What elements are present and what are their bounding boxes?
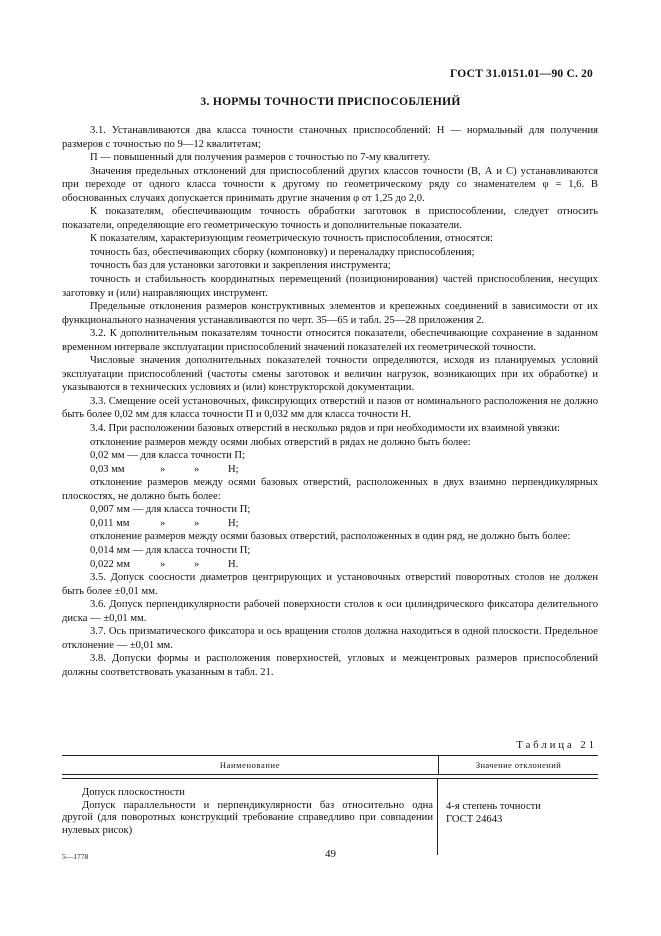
accuracy-class: Н; (228, 517, 239, 529)
table-caption: Таблица 21 (516, 740, 597, 751)
paragraph: отклонение размеров между осями базовых отверстий, расположенных в двух взаимно перпендикулярных плоскостях, не должно быть более: (62, 477, 598, 502)
paragraph: отклонение размеров между осями любых отверстий в рядах не должно быть более: (90, 436, 471, 448)
paragraph: точность баз для установки заготовки и закрепления инструмента; (90, 260, 391, 272)
paragraph: Значения предельных отклонений для приспособлений других классов точности (В, А и С) устанавливаются при переходе от одного класса точности к другому по геометрическому ряду со знаменателем φ = 1,6. В обоснованных случаях допускается принимать другие значения φ от 1,25 до 2,0. (62, 165, 598, 204)
paragraph: Числовые значения дополнительных показателей точности определяются, исходя из планируемых условий эксплуатации приспособлений (частоты смены заготовок и величин нагрузок, возникающих при их обработке) и указываются в технических условиях и (или) конструкторской документации. (62, 355, 598, 394)
paragraph: 3.1. Устанавливаются два класса точности станочных приспособлений: Н — нормальный для получения размеров с точностью по 9—12 квалитетам; (62, 125, 598, 150)
row-value: 4-я степень точности (446, 801, 541, 812)
ditto-mark: » (194, 463, 200, 475)
running-header: ГОСТ 31.0151.01—90 С. 20 (450, 68, 593, 80)
tolerance-value: 0,022 мм (90, 558, 130, 570)
row-value: ГОСТ 24643 (446, 813, 503, 825)
paragraph: 3.8. Допуски формы и расположения поверхностей, угловых и межцентровых размеров приспособлений должны соответствовать указанным в табл. 21. (62, 653, 598, 678)
tolerance-row (62, 463, 598, 477)
paragraph: 3.4. При расположении базовых отверстий в несколько рядов и при необходимости их взаимной увязки: (90, 423, 560, 435)
row-name: Допуск плоскостности (82, 787, 185, 798)
accuracy-class: Н; (228, 463, 239, 475)
document-body (62, 124, 598, 679)
table-cell-value (438, 779, 598, 855)
paragraph: точность и стабильность координатных перемещений (позиционирования) частей приспособления, несущих заготовку и (или) направляющих инструмент. (62, 274, 598, 299)
tolerance-value: 0,011 мм (90, 517, 130, 529)
tolerance-row (62, 558, 598, 572)
paragraph: 0,007 мм — для класса точности П; (90, 504, 251, 516)
table-cell-name (62, 779, 438, 855)
paragraph: Предельные отклонения размеров конструктивных элементов и крепежных соединений в зависимости от их функционального назначения устанавливаются по черт. 35—65 и табл. 25—28 приложения 2. (62, 301, 598, 326)
page-number: 49 (325, 848, 336, 860)
ditto-mark: » (160, 463, 166, 475)
paragraph: 3.6. Допуск перпендикулярности рабочей поверхности столов к оси цилиндрического фиксатора делительного диска — ±0,01 мм. (62, 599, 598, 624)
table-row (62, 779, 598, 855)
ditto-mark: » (160, 558, 166, 570)
column-header-value: Значение отклонений (475, 760, 562, 770)
column-header-name: Наименование (62, 756, 439, 774)
print-code: 5—1778 (62, 852, 89, 861)
paragraph: К показателям, обеспечивающим точность обработки заготовок в приспособлении, следует относить показатели, определяющие его геометрическую точность и дополнительные показатели. (62, 206, 598, 231)
tolerance-table (62, 755, 598, 855)
section-title: 3. НОРМЫ ТОЧНОСТИ ПРИСПОСОБЛЕНИЙ (200, 96, 461, 108)
paragraph: 3.5. Допуск соосности диаметров центрирующих и установочных отверстий поворотных столов не должен быть более ±0,01 мм. (62, 572, 598, 597)
paragraph: 0,02 мм — для класса точности П; (90, 450, 246, 462)
paragraph: 3.2. К дополнительным показателям точности относятся показатели, обеспечивающие сохранение в заданном временном интервале эксплуатации приспособлений значений показателей их геометрической точности. (62, 328, 598, 353)
paragraph: 3.7. Ось призматического фиксатора и ось вращения столов должна находиться в одной плоскости. Предельное отклонение — ±0,01 мм. (62, 626, 598, 651)
paragraph: 0,014 мм — для класса точности П; (90, 544, 251, 556)
tolerance-row (62, 517, 598, 531)
accuracy-class: Н. (228, 558, 239, 570)
ditto-mark: » (160, 517, 166, 529)
paragraph: отклонение размеров между осями базовых отверстий, расположенных в один ряд, не должно быть более: (90, 531, 571, 543)
ditto-mark: » (194, 517, 200, 529)
table-header (62, 755, 598, 775)
paragraph: П — повышенный для получения размеров с точностью по 7-му квалитету. (90, 152, 431, 164)
ditto-mark: » (194, 558, 200, 570)
paragraph: точность баз, обеспечивающих сборку (компоновку) и переналадку приспособления; (90, 246, 475, 258)
tolerance-value: 0,03 мм (90, 463, 125, 475)
row-name: Допуск параллельности и перпендикулярности баз относительно одна другой (для поворотных конструкций требование справедливо при совпадении нулевых рисок) (62, 799, 433, 836)
paragraph: 3.3. Смещение осей установочных, фиксирующих отверстий и пазов от номинального расположения не должно быть более 0,02 мм для класса точности П и 0,032 мм для класса точности Н. (62, 395, 598, 421)
paragraph: К показателям, характеризующим геометрическую точность приспособления, относятся: (90, 233, 493, 245)
